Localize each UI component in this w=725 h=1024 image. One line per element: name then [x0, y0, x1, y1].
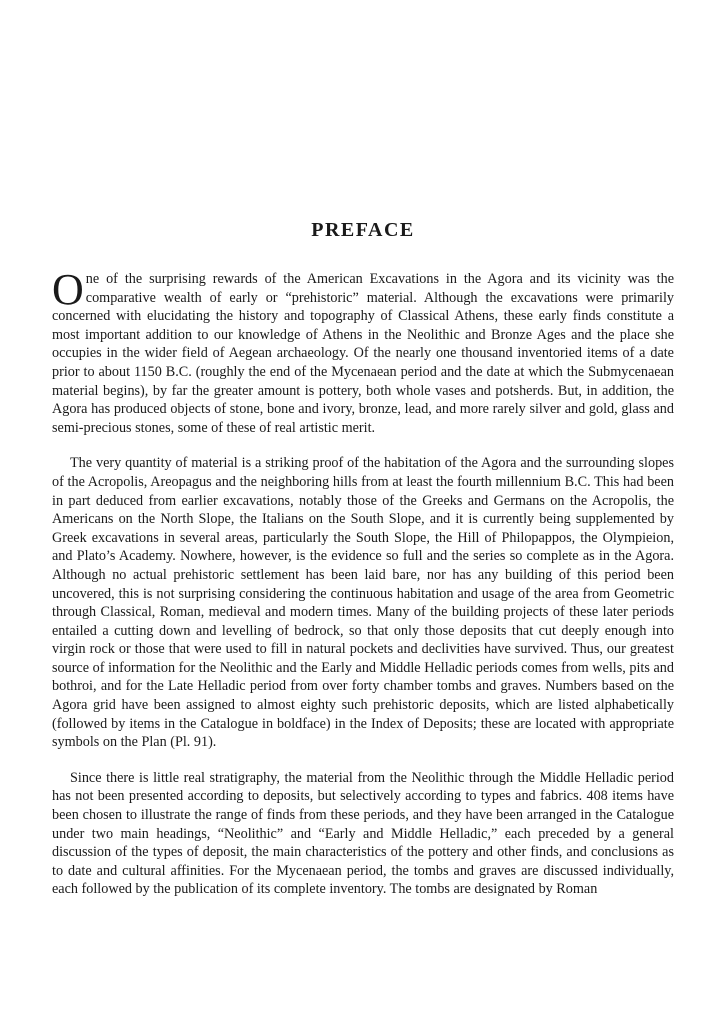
preface-body [52, 265, 674, 899]
page-title: PREFACE [311, 219, 415, 241]
drop-cap: O [52, 265, 84, 314]
paragraph-1-text: ne of the surprising rewards of the American Excavations in the Agora and its vicinity was the comparative wealth of early or “prehistoric” material. Although the excavations were primarily concerned with elucidating the history and topography of Classical Athens, these early finds constitute a most important addition to our knowledge of Athens in the Neolithic and Bronze Ages and the place she occupies in the wider field of Aegean archaeology. Of the nearly one thousand inventoried items of a date prior to about 1150 B.C. (roughly the end of the Mycenaean period and the date at which the Submycenaean material begins), by far the greater amount is pottery, both whole vases and potsherds. But, in addition, the Agora has produced objects of stone, bone and ivory, bronze, lead, and more rarely silver and gold, glass and semi-precious stones, some of these of real artistic merit. [52, 271, 674, 436]
document-page [52, 0, 674, 1024]
paragraph-2: The very quantity of material is a striking proof of the habitation of the Agora and the surrounding slopes of the Acropolis, Areopagus and the neighboring hills from at least the fourth millennium B.C. This had been in part deduced from earlier excavations, notably those of the Greeks and Germans on the Acropolis, the Americans on the North Slope, the Italians on the South Slope, and it is currently being supplemented by Greek excavations in several areas, particularly the South Slope, the Hill of Philopappos, the Olympieion, and Plato’s Academy. Nowhere, however, is the evidence so full and the series so complete as in the Agora. Although no actual prehistoric settlement has been laid bare, nor has any building of this period been uncovered, this is not surprising considering the continuous habitation and usage of the area from Geometric through Classical, Roman, medieval and modern times. Many of the building projects of these later periods entailed a cutting down and levelling of bedrock, so that only those deposits that cut deeply enough into virgin rock or those that were used to fill in natural pockets and declivities have survived. Thus, our greatest source of information for the Neolithic and the Early and Middle Helladic periods comes from wells, pits and bothroi, and for the Late Helladic period from over forty chamber tombs and graves. Numbers based on the Agora grid have been assigned to almost eighty such prehistoric deposits, which are listed alphabetically (followed by items in the Catalogue in boldface) in the Index of Deposits; these are located with appropriate symbols on the Plan (Pl. 91). [52, 455, 674, 751]
paragraph-3: Since there is little real stratigraphy, the material from the Neolithic through the Middle Helladic period has not been presented according to deposits, but selectively according to types and fabrics. 408 items have been chosen to illustrate the range of finds from these periods, and they have been arranged in the Catalogue under two main headings, “Neolithic” and “Early and Middle Helladic,” each preceded by a general discussion of the types of deposit, the main characteristics of the pottery and other finds, and conclusions as to date and cultural affinities. For the Mycenaean period, the tombs and graves are discussed individually, each followed by the publication of its complete inventory. The tombs are designated by Roman [52, 769, 674, 898]
paragraph-1 [52, 265, 674, 437]
